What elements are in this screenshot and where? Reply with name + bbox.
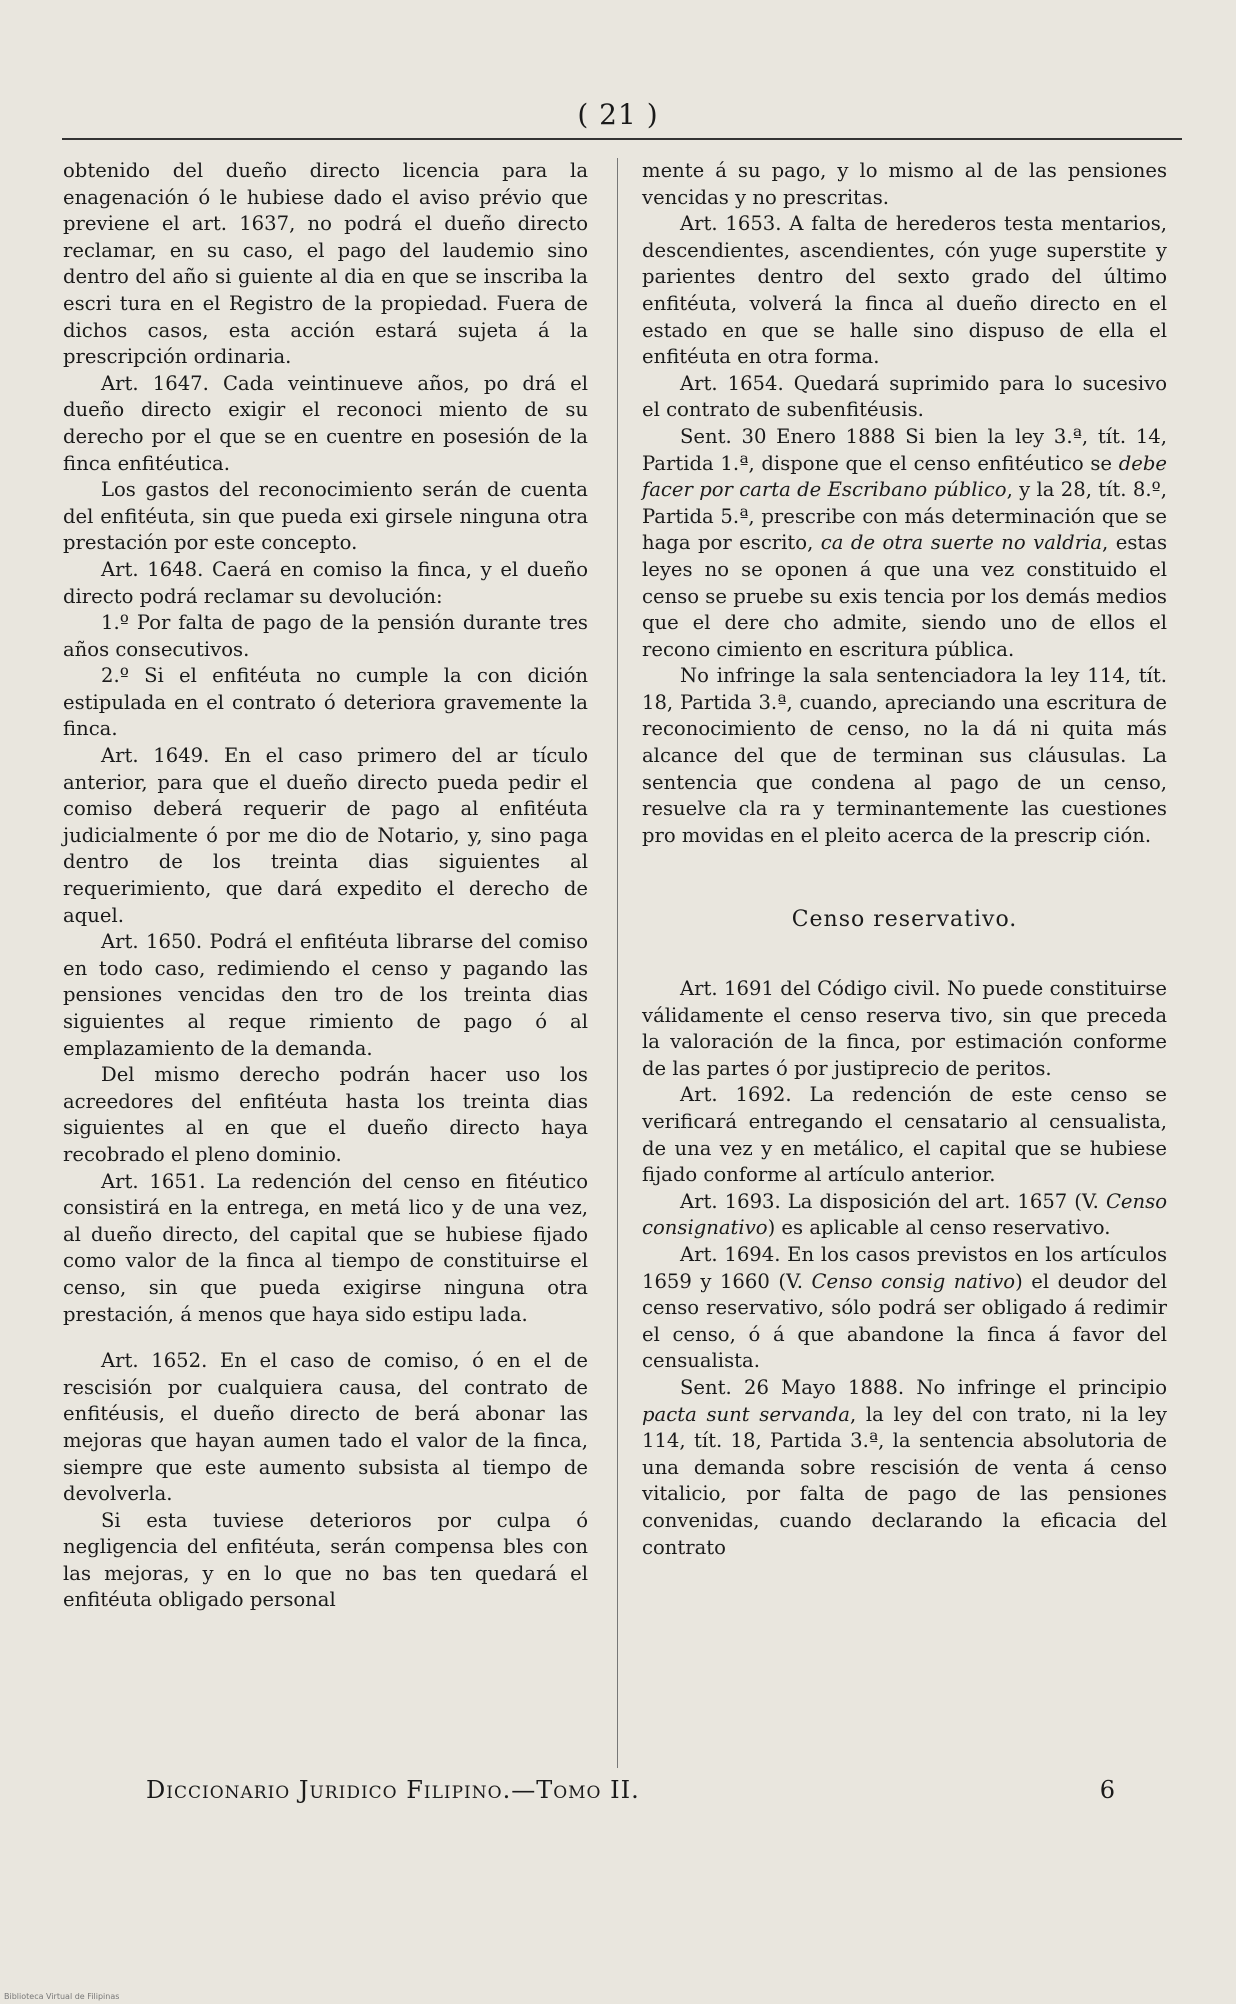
paragraph: mente á su pago, y lo mismo al de las pensiones vencidas y no prescritas. [642, 159, 1167, 209]
paragraph-art-1693 [642, 1189, 1167, 1242]
page-number: ( 21 ) [577, 98, 659, 131]
text-run: Sent. 30 Enero 1888 Si bien la ley 3.ª, tít. 14, Partida 1.ª, dispone que el censo enfitéutico se [642, 424, 1167, 475]
text-run: Art. 1694. En los casos previstos en los artículos 1659 y 1660 (V. [642, 1242, 1167, 1293]
italic-run: Censo consignativo [642, 1189, 1167, 1240]
paragraph: Art. 1647. Cada veintinueve años, po drá el dueño directo exigir el reconoci miento de su derecho por el que se en cuentre en posesión de la finca enfitéutica. [63, 371, 588, 475]
footer-title: Diccionario Juridico Filipino.—Tomo II. [146, 1776, 640, 1804]
text-run: Art. 1693. La disposición del art. 1657 (V. [680, 1189, 1106, 1213]
italic-run: ca de otra suerte no valdria [820, 531, 1103, 555]
column-divider [617, 158, 618, 1768]
text-run: , la ley del con trato, ni la ley 114, tít. 18, Partida 3.ª, la sentencia absolutoria de una demanda sobre rescisión de venta á censo vitalicio, por falta de pago de las pensiones convenidas, cuando declarando la eficacia del contrato [642, 1402, 1167, 1559]
paragraph: Art. 1654. Quedará suprimido para lo sucesivo el contrato de subenfitéusis. [642, 371, 1167, 422]
paragraph: obtenido del dueño directo licencia para la enagenación ó le hubiese dado el aviso prévio que previene el art. 1637, no podrá el dueño directo reclamar, en su caso, el pago del laudemio sino dentro del año si guiente al dia en que se inscriba la escri tura en el Registro de la propiedad. Fuera de dichos casos, esta acción estará sujeta á la prescripción ordinaria. [63, 159, 588, 369]
text-run: , estas leyes no se oponen á que una vez constituido el censo se pruebe su exis tencia por los demás medios que el dere cho admite, siendo uno de ellos el recono cimiento en escritura pública. [642, 531, 1168, 661]
paragraph: Art. 1691 del Código civil. No puede constituirse válidamente el censo reserva tivo, sin que preceda la valoración de la finca, por estimación conforme de las partes ó por justiprecio de peritos. [642, 977, 1167, 1080]
paragraph: Los gastos del reconocimiento serán de cuenta del enfitéuta, sin que pueda exi girsele ninguna otra prestación por este concepto. [63, 478, 588, 555]
paragraph: No infringe la sala sentenciadora la ley 114, tít. 18, Partida 3.ª, cuando, apreciando una escritura de reconocimiento de censo, no la dá ni quita más alcance del que de terminan sus cláusulas. La sentencia que condena al pago de un censo, resuelve cla ra y terminantemente las cuestiones pro movidas en el pleito acerca de la prescrip ción. [642, 664, 1167, 847]
paragraph-sent-may-1888 [642, 1375, 1167, 1561]
header-rule [62, 138, 1182, 140]
paragraph: Art. 1653. A falta de herederos testa mentarios, descendientes, ascendientes, cón yuge superstite y parientes dentro del sexto grado del último enfitéuta, volverá la finca al dueño directo en el estado en que se halle sino dispuso de ella el enfitéuta en otra forma. [642, 212, 1167, 369]
paragraph: Art. 1649. En el caso primero del ar tículo anterior, para que el dueño directo pueda pedir el comiso deberá requerir de pago al enfitéuta judicialmente ó por me dio de Notario, y, sino paga dentro de los treinta dias siguientes al requerimiento, que dará expedito el derecho de aquel. [63, 744, 588, 927]
italic-run: debe facer por carta de Escribano público [642, 451, 1167, 502]
text-run: , y la 28, tít. 8.º, Partida 5.ª, prescribe con más determinación que se haga por escrito, [642, 478, 1167, 555]
paragraph: Art. 1651. La redención del censo en fitéutico consistirá en la entrega, en metá lico y de una vez, al dueño directo, del capital que se hubiese fijado como valor de la finca al tiempo de constituirse el censo, sin que pueda exigirse ninguna otra prestación, á menos que haya sido estipu lada. [63, 1169, 588, 1326]
left-column [63, 158, 588, 1614]
paragraph: Art. 1648. Caerá en comiso la finca, y el dueño directo podrá reclamar su devolución: [63, 557, 588, 608]
paragraph: Art. 1692. La redención de este censo se verificará entregando el censatario al censualista, de una vez y en metálico, el capital que se hubiese fijado conforme al artículo anterior. [642, 1083, 1167, 1187]
archive-note: Biblioteca Virtual de Filipinas [4, 1992, 120, 2001]
paragraph-sent-jan-1888 [642, 424, 1167, 663]
text-run: ) es aplicable al censo reservativo. [767, 1216, 1111, 1240]
paragraph: Si esta tuviese deterioros por culpa ó negligencia del enfitéuta, serán compensa bles con las mejoras, y en lo que no bas ten quedará el enfitéuta obligado personal [63, 1508, 588, 1612]
paragraph-art-1694 [642, 1242, 1167, 1375]
paragraph: 1.º Por falta de pago de la pensión durante tres años consecutivos. [63, 611, 588, 661]
paragraph: Art. 1652. En el caso de comiso, ó en el de rescisión por cualquiera causa, del contrato de enfitéusis, el dueño directo de berá abonar las mejoras que hayan aumen tado el valor de la finca, siempre que este aumento subsista al tiempo de devolverla. [63, 1349, 588, 1506]
text-run: ) el deudor del censo reservativo, sólo podrá ser obligado á redimir el censo, ó á que abandone la finca á favor del censualista. [642, 1269, 1168, 1373]
section-title: Censo reservativo. [791, 907, 1018, 933]
text-run: Sent. 26 Mayo 1888. No infringe el principio [680, 1375, 1167, 1399]
right-column [642, 158, 1167, 1561]
paragraph: 2.º Si el enfitéuta no cumple la con dición estipulada en el contrato ó deteriora gravemente la finca. [63, 664, 588, 741]
paragraph: Art. 1650. Podrá el enfitéuta librarse del comiso en todo caso, redimiendo el censo y pagando las pensiones vencidas den tro de los treinta dias siguientes al reque rimiento de pago ó al emplazamiento de la demanda. [63, 930, 588, 1060]
paragraph: Del mismo derecho podrán hacer uso los acreedores del enfitéuta hasta los treinta dias siguientes al en que el dueño directo haya recobrado el pleno dominio. [63, 1063, 588, 1166]
italic-run: Censo consig nativo [811, 1269, 1016, 1293]
signature-number: 6 [1099, 1776, 1116, 1804]
italic-run: pacta sunt servanda [642, 1402, 850, 1426]
